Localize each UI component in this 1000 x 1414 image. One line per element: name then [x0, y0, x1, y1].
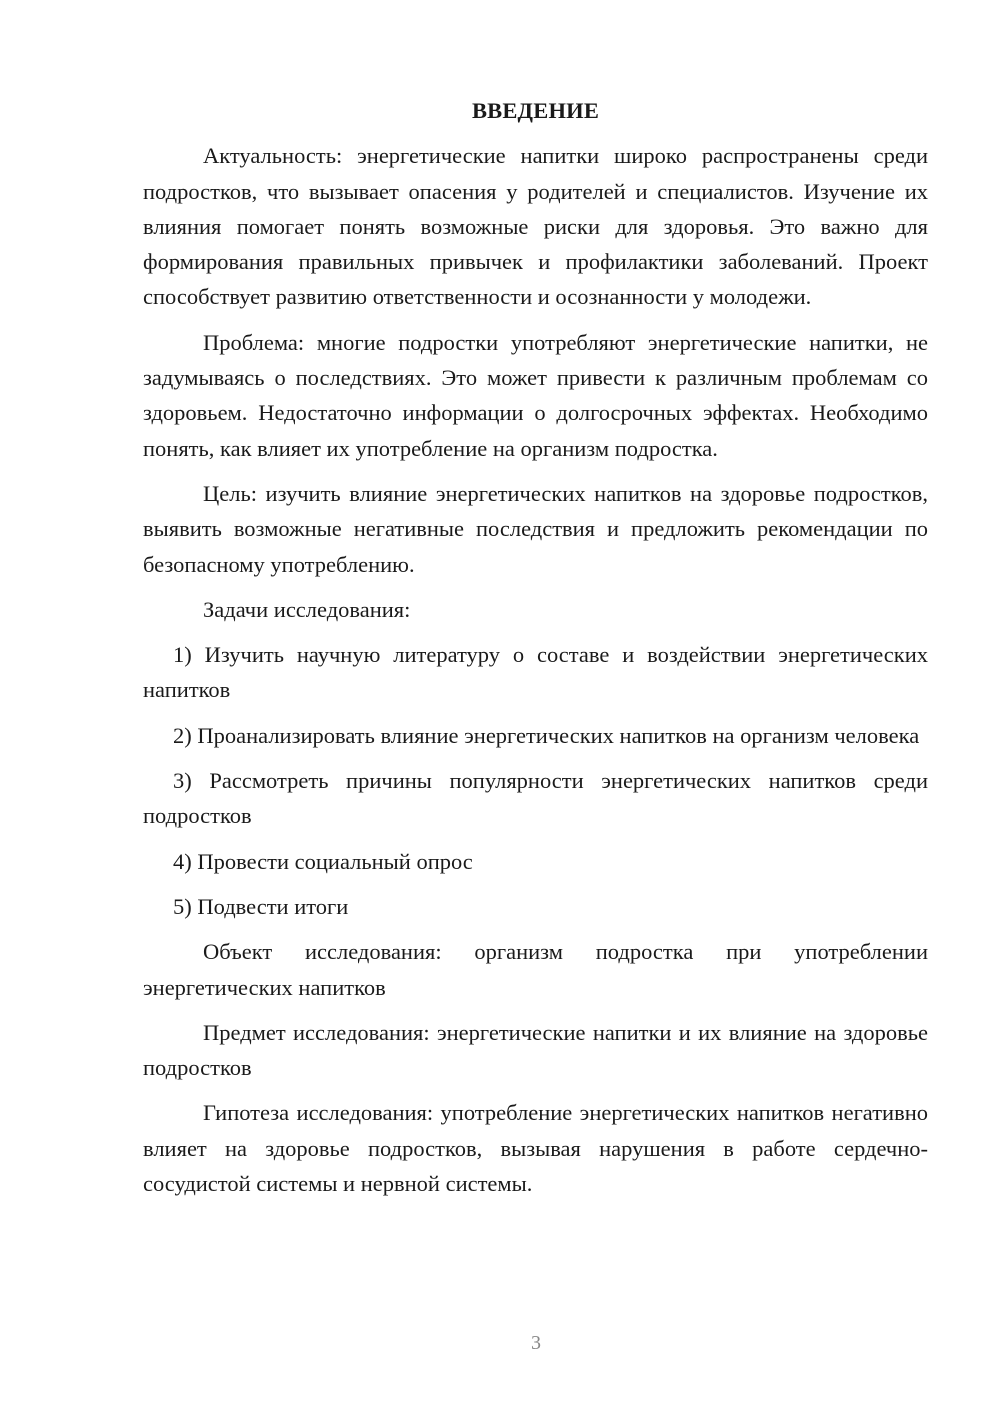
page-number: 3: [531, 1332, 541, 1354]
paragraph-subject: Предмет исследования: энергетические напитки и их влияние на здоровье подростков: [143, 1019, 928, 1081]
paragraph-problem: Проблема: многие подростки употребляют энергетические напитки, не задумываясь о последствиях. Это может привести к различным проблемам со здоровьем. Недостаточно информации о долгосрочных эффектах. Необходимо понять, как влияет их употребление на организм подростка.: [143, 329, 928, 461]
task-item-1: 1) Изучить научную литературу о составе и воздействии энергетических напитков: [143, 642, 928, 703]
task-item-5: 5) Подвести итоги: [173, 893, 349, 919]
paragraph-goal: Цель: изучить влияние энергетических напитков на здоровье подростков, выявить возможные негативные последствия и предложить рекомендации по безопасному употреблению.: [143, 480, 928, 577]
tasks-heading: Задачи исследования:: [203, 596, 411, 622]
paragraph-relevance: Актуальность: энергетические напитки широко распространены среди подростков, что вызывает опасения у родителей и специалистов. Изучение их влияния помогает понять возможные риски для здоровья. Это важно для формирования правильных привычек и профилактики заболеваний. Проект способствует развитию ответственности и осознанности у молодежи.: [143, 143, 928, 310]
task-item-4: 4) Провести социальный опрос: [173, 848, 473, 874]
page-title: ВВЕДЕНИЕ: [471, 98, 600, 123]
page-content: [143, 93, 928, 1211]
task-item-3: 3) Рассмотреть причины популярности энергетических напитков среди подростков: [143, 768, 928, 829]
task-item-2: 2) Проанализировать влияние энергетических напитков на организм человека: [173, 722, 920, 748]
paragraph-object: Объект исследования: организм подростка при употреблении энергетических напитков: [143, 939, 928, 1000]
paragraph-hypothesis: Гипотеза исследования: употребление энергетических напитков негативно влияет на здоровье подростков, вызывая нарушения в работе сердечно-сосудистой системы и нервной системы.: [143, 1100, 928, 1197]
